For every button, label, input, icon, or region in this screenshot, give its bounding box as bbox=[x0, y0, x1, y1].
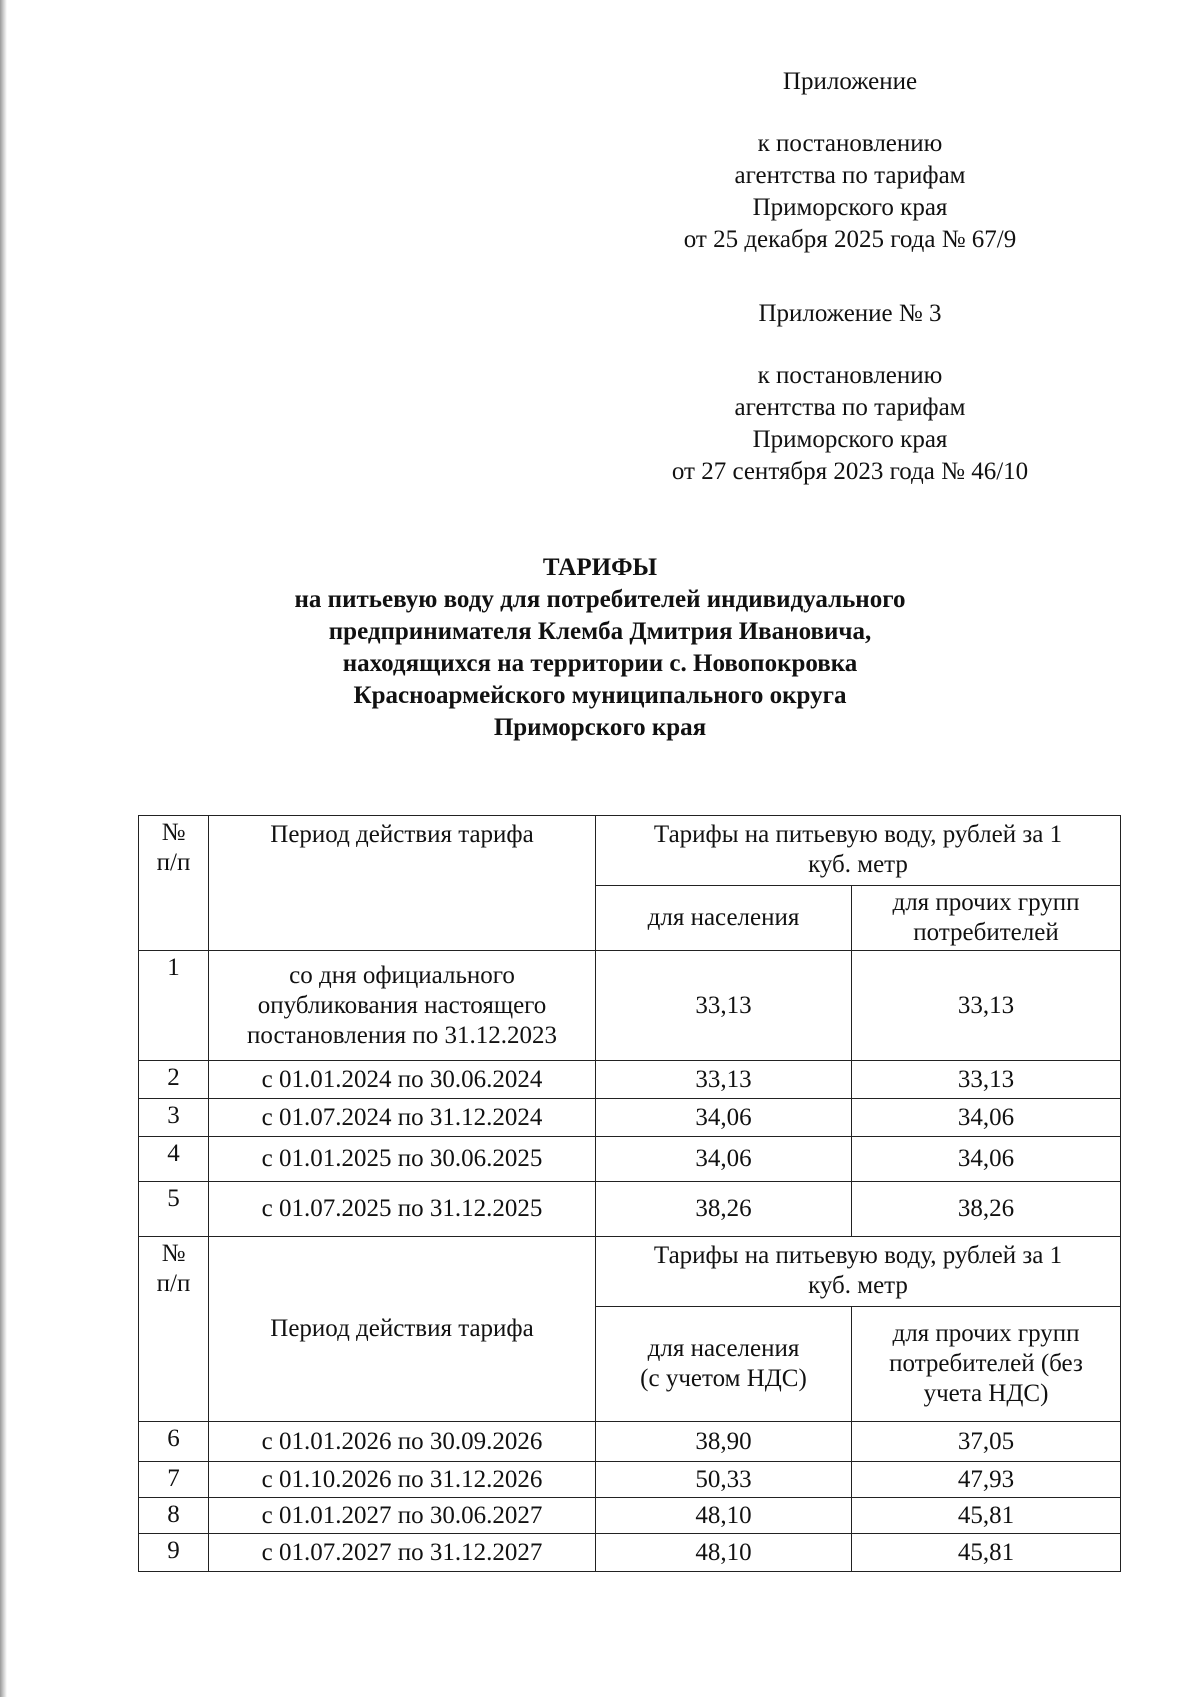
row-population-tariff: 38,26 bbox=[596, 1182, 852, 1237]
row-num: 7 bbox=[139, 1462, 209, 1498]
row-num: 8 bbox=[139, 1498, 209, 1534]
header-population-cell: для населения (с учетом НДС) bbox=[596, 1307, 852, 1422]
row-other-tariff: 34,06 bbox=[852, 1137, 1121, 1182]
row-num: 5 bbox=[139, 1182, 209, 1237]
table-row bbox=[139, 1061, 1121, 1099]
row-period: с 01.01.2026 по 30.09.2026 bbox=[209, 1422, 596, 1462]
row-population-tariff: 38,90 bbox=[596, 1422, 852, 1462]
title-line: на питьевую воду для потребителей индивидуального bbox=[294, 586, 906, 613]
tariff-table bbox=[138, 815, 1121, 1572]
header-tariffs-cell: Тарифы на питьевую воду, рублей за 1 куб. метр bbox=[596, 816, 1121, 886]
appendix-line: агентства по тарифам bbox=[734, 162, 966, 189]
row-period: с 01.07.2024 по 31.12.2024 bbox=[209, 1099, 596, 1137]
appendix-line: Приморского края bbox=[752, 426, 948, 453]
row-num: 3 bbox=[139, 1099, 209, 1137]
appendix-title: Приложение bbox=[782, 68, 918, 95]
row-period: со дня официального опубликования настоящего постановления по 31.12.2023 bbox=[209, 951, 596, 1061]
table-row bbox=[139, 1534, 1121, 1572]
row-other-tariff: 33,13 bbox=[852, 1061, 1121, 1099]
header-num-cell: № п/п bbox=[139, 1237, 209, 1422]
page-left-edge bbox=[0, 0, 7, 1697]
header-period-cell: Период действия тарифа bbox=[209, 1237, 596, 1422]
table-header-row bbox=[139, 1237, 1121, 1307]
table-row bbox=[139, 1422, 1121, 1462]
table-header-row bbox=[139, 816, 1121, 886]
appendix-header-2 bbox=[600, 298, 1100, 488]
title-line: предпринимателя Клемба Дмитрия Ивановича, bbox=[328, 618, 872, 645]
row-population-tariff: 48,10 bbox=[596, 1498, 852, 1534]
row-population-tariff: 48,10 bbox=[596, 1534, 852, 1572]
row-other-tariff: 37,05 bbox=[852, 1422, 1121, 1462]
row-num: 6 bbox=[139, 1422, 209, 1462]
row-other-tariff: 45,81 bbox=[852, 1498, 1121, 1534]
row-period: с 01.07.2027 по 31.12.2027 bbox=[209, 1534, 596, 1572]
row-population-tariff: 50,33 bbox=[596, 1462, 852, 1498]
table-row bbox=[139, 1462, 1121, 1498]
header-other-cell: для прочих групп потребителей bbox=[852, 886, 1121, 951]
row-population-tariff: 33,13 bbox=[596, 1061, 852, 1099]
row-population-tariff: 34,06 bbox=[596, 1099, 852, 1137]
row-population-tariff: 33,13 bbox=[596, 951, 852, 1061]
title-line: Красноармейского муниципального округа bbox=[353, 682, 847, 709]
row-period: с 01.01.2024 по 30.06.2024 bbox=[209, 1061, 596, 1099]
header-tariffs-cell: Тарифы на питьевую воду, рублей за 1 куб. метр bbox=[596, 1237, 1121, 1307]
table-row bbox=[139, 1182, 1121, 1237]
appendix-line: агентства по тарифам bbox=[734, 394, 966, 421]
row-other-tariff: 33,13 bbox=[852, 951, 1121, 1061]
row-num: 9 bbox=[139, 1534, 209, 1572]
row-period: с 01.01.2025 по 30.06.2025 bbox=[209, 1137, 596, 1182]
row-period: с 01.07.2025 по 31.12.2025 bbox=[209, 1182, 596, 1237]
table-row bbox=[139, 1137, 1121, 1182]
row-period: с 01.01.2027 по 30.06.2027 bbox=[209, 1498, 596, 1534]
row-other-tariff: 34,06 bbox=[852, 1099, 1121, 1137]
document-title bbox=[150, 552, 1050, 744]
header-period-cell: Период действия тарифа bbox=[209, 816, 596, 951]
row-population-tariff: 34,06 bbox=[596, 1137, 852, 1182]
row-period: с 01.10.2026 по 31.12.2026 bbox=[209, 1462, 596, 1498]
title-line: находящихся на территории с. Новопокровка bbox=[342, 650, 858, 677]
appendix-line: от 25 декабря 2025 года № 67/9 bbox=[683, 226, 1017, 253]
appendix-header-1 bbox=[600, 66, 1100, 256]
appendix-line: от 27 сентября 2023 года № 46/10 bbox=[671, 458, 1029, 485]
header-num-cell: № п/п bbox=[139, 816, 209, 951]
appendix-title: Приложение № 3 bbox=[758, 300, 942, 327]
table-row bbox=[139, 1099, 1121, 1137]
row-other-tariff: 38,26 bbox=[852, 1182, 1121, 1237]
header-other-cell: для прочих групп потребителей (без учета НДС) bbox=[852, 1307, 1121, 1422]
header-population-cell: для населения bbox=[596, 886, 852, 951]
title-line: Приморского края bbox=[493, 714, 707, 741]
row-other-tariff: 47,93 bbox=[852, 1462, 1121, 1498]
row-num: 1 bbox=[139, 951, 209, 1061]
appendix-line: к постановлению bbox=[757, 362, 943, 389]
row-num: 2 bbox=[139, 1061, 209, 1099]
row-num: 4 bbox=[139, 1137, 209, 1182]
row-other-tariff: 45,81 bbox=[852, 1534, 1121, 1572]
table-row bbox=[139, 1498, 1121, 1534]
appendix-line: к постановлению bbox=[757, 130, 943, 157]
appendix-line: Приморского края bbox=[752, 194, 948, 221]
table-row bbox=[139, 951, 1121, 1061]
title-heading: ТАРИФЫ bbox=[542, 554, 658, 581]
